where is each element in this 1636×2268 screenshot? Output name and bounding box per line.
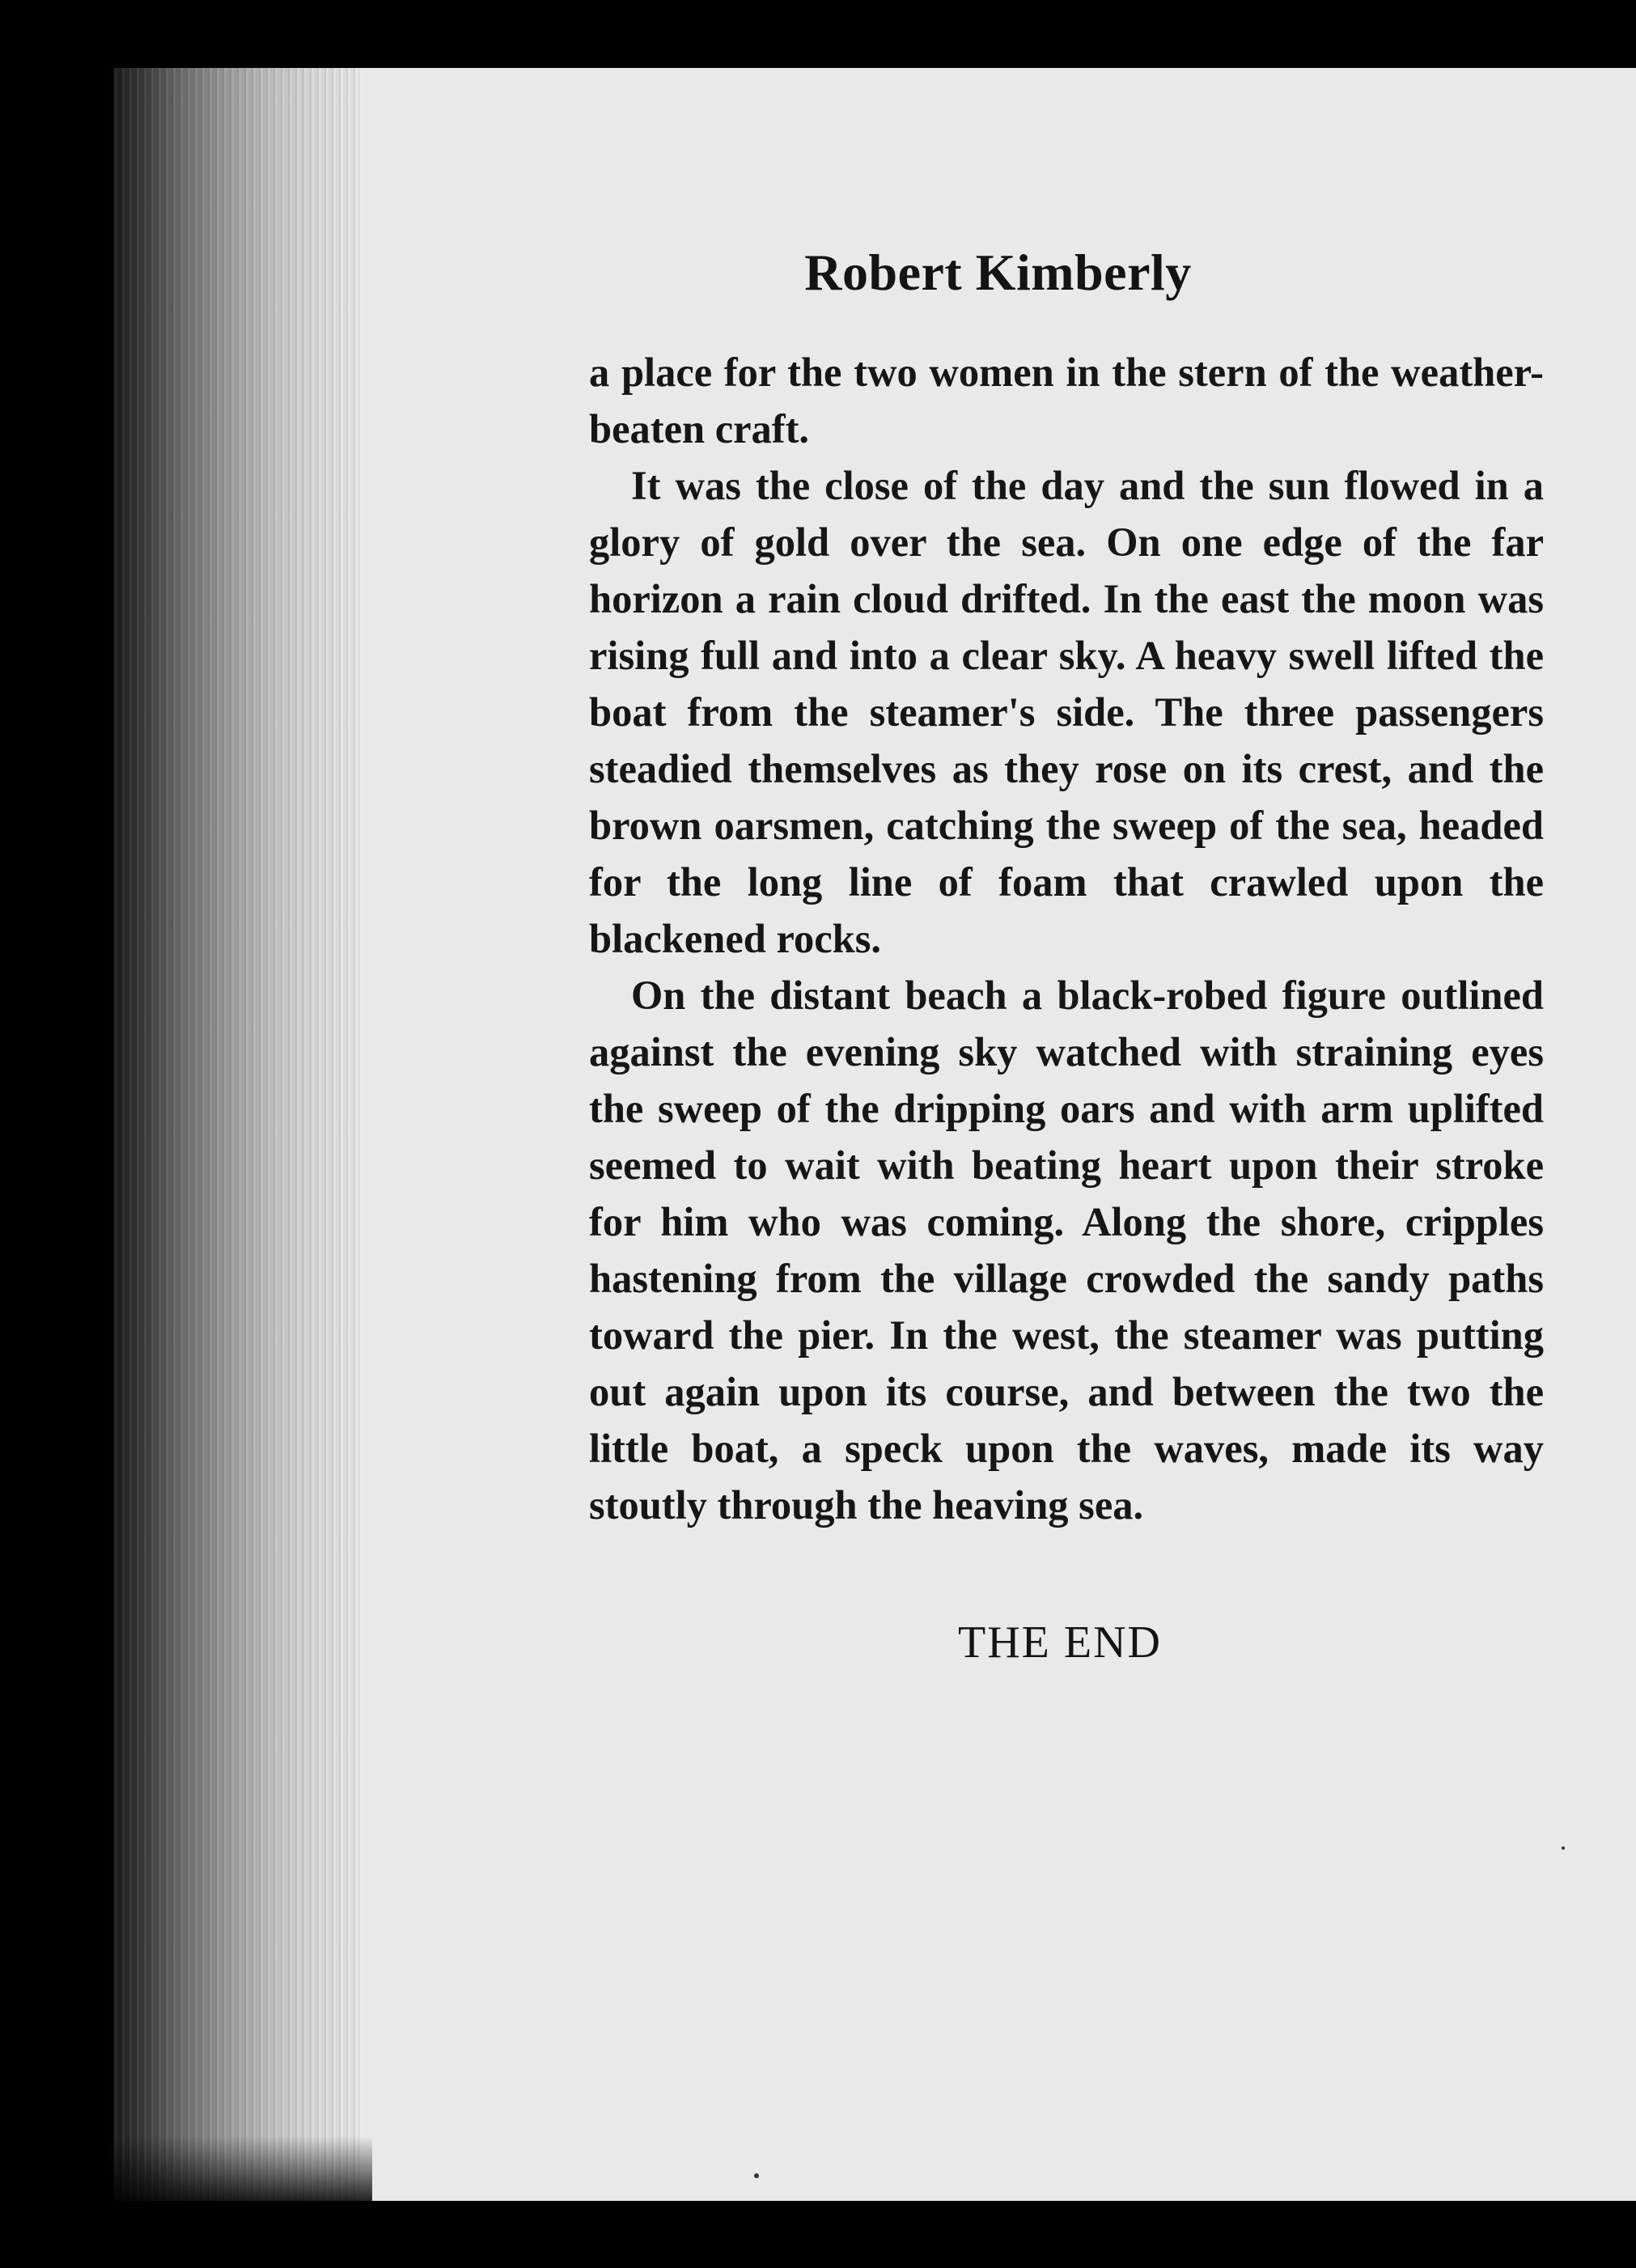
closing-text: THE END: [958, 1617, 1162, 1668]
paragraph-continuation: a place for the two women in the stern of the weather-beaten craft.: [589, 350, 1544, 451]
page-curl-shadow: [113, 2136, 372, 2201]
paper-speck: [754, 2173, 759, 2178]
paragraph-beach: On the distant beach a black-robed figure outlined against the evening sky watched with straining eyes the sweep of the dripping oars and with arm uplifted seemed to wait with beating heart upon their stroke for him who was coming. Along the shore, cripples hastening from the village crowded the sandy paths toward the pier. In the west, the steamer was putting out again upon its course, and between the two the little boat, a speck upon the waves, made its way stoutly through the heaving sea.: [589, 973, 1544, 1528]
gutter-streaks: [113, 68, 360, 2201]
paragraph-sunset: It was the close of the day and the sun flowed in a glory of gold over the sea. On one edge of the far horizon a rain cloud drifted. In the east the moon was rising full and into a clear sky. A heavy swell lifted the boat from the steamer's side. The three passengers steadied themselves as they rose on its crest, and the brown oarsmen, catching the sweep of the sea, headed for the long line of foam that crawled upon the blackened rocks.: [589, 463, 1544, 961]
running-head: Robert Kimberly: [804, 244, 1192, 301]
paper-speck: [1562, 1846, 1565, 1850]
body-text: [589, 344, 1544, 1533]
